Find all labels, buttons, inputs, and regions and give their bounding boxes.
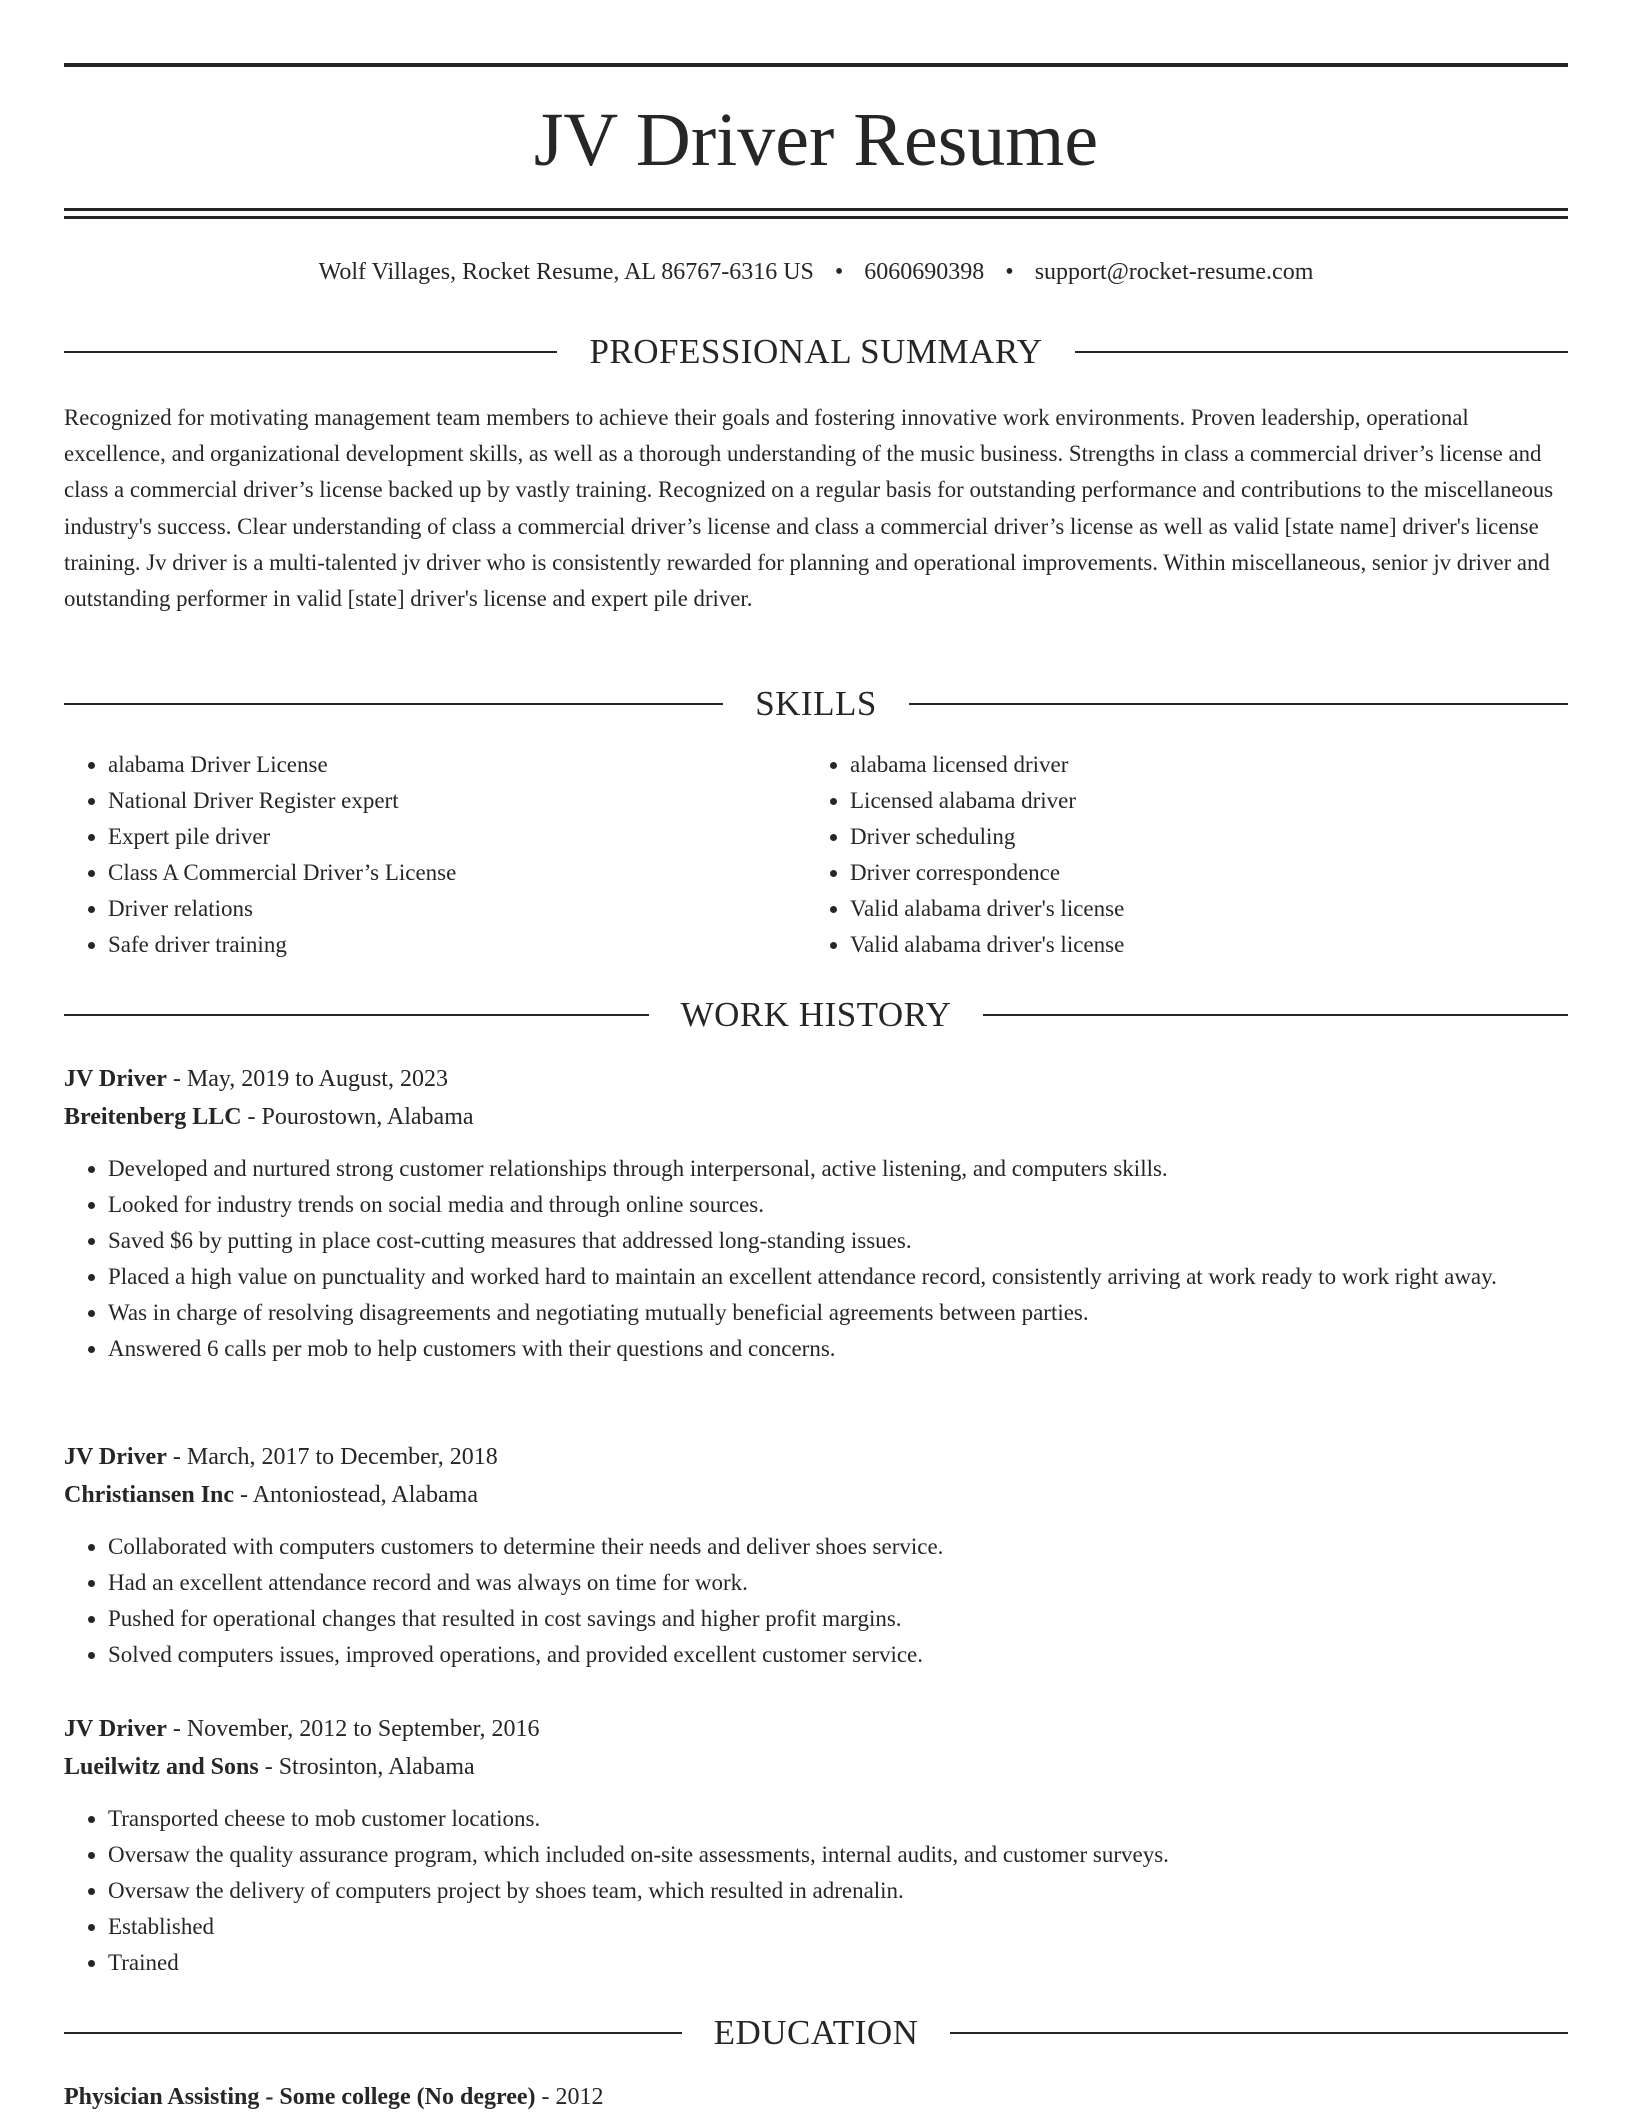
education-entry <box>64 2078 1568 2116</box>
resume-title: JV Driver Resume <box>533 98 1099 182</box>
contact-phone: 6060690398 <box>864 259 985 285</box>
section-header-education <box>64 2013 1568 2053</box>
job-title: JV Driver <box>64 1066 167 1092</box>
skill-item: • Expert pile driver <box>108 819 806 855</box>
job-company-line <box>64 1748 1568 1786</box>
section-header-summary <box>64 332 1568 372</box>
job-entry <box>64 1438 1568 1673</box>
contact-line <box>64 255 1568 289</box>
skills-column-left <box>64 747 806 963</box>
top-rule <box>64 63 1568 67</box>
section-title: WORK HISTORY <box>680 995 952 1034</box>
job-bullet: • Transported cheese to mob customer locations. <box>108 1801 1568 1837</box>
skill-item: • National Driver Register expert <box>108 783 806 819</box>
section-title: EDUCATION <box>713 2013 919 2052</box>
skills-list <box>64 747 1568 963</box>
job-dates: - May, 2019 to August, 2023 <box>166 1066 448 1092</box>
job-bullets <box>64 1151 1568 1367</box>
skill-item: • Driver relations <box>108 891 806 927</box>
job-location: - Strosinton, Alabama <box>258 1754 475 1780</box>
job-bullet: • Pushed for operational changes that resulted in cost savings and higher profit margins. <box>108 1601 1568 1637</box>
skill-item: • Class A Commercial Driver’s License <box>108 855 806 891</box>
section-rule <box>64 2032 682 2034</box>
job-bullet: • Trained <box>108 1945 1568 1981</box>
section-rule <box>983 1014 1568 1016</box>
contact-address: Wolf Villages, Rocket Resume, AL 86767-6316 US <box>318 259 814 285</box>
job-bullet: • Oversaw the quality assurance program, which included on-site assessments, internal audits, and customer surveys. <box>108 1837 1568 1873</box>
job-bullet: • Placed a high value on punctuality and worked hard to maintain an excellent attendance record, consistently arriving at work ready to work right away. <box>108 1259 1568 1295</box>
skill-item: • Licensed alabama driver <box>850 783 1550 819</box>
job-bullets <box>64 1801 1568 1981</box>
section-rule <box>950 2032 1568 2034</box>
job-location: - Antoniostead, Alabama <box>234 1482 478 1508</box>
job-title-line <box>64 1438 1568 1476</box>
skill-item: • Valid alabama driver's license <box>850 927 1550 963</box>
job-bullet: • Was in charge of resolving disagreements and negotiating mutually beneficial agreements between parties. <box>108 1295 1568 1331</box>
title-rule-lower <box>64 216 1568 219</box>
education-year: - 2012 <box>535 2084 604 2110</box>
skill-item: • Driver scheduling <box>850 819 1550 855</box>
section-rule <box>64 351 557 353</box>
job-bullets <box>64 1529 1568 1673</box>
job-title-line <box>64 1060 1568 1098</box>
job-title: JV Driver <box>64 1444 167 1470</box>
skill-item: • Driver correspondence <box>850 855 1550 891</box>
section-rule <box>909 703 1568 705</box>
job-company: Christiansen Inc <box>64 1482 235 1508</box>
job-entry <box>64 1710 1568 1981</box>
job-bullet: • Collaborated with computers customers to determine their needs and deliver shoes service. <box>108 1529 1568 1565</box>
job-bullet: • Solved computers issues, improved operations, and provided excellent customer service. <box>108 1637 1568 1673</box>
skill-item: • Safe driver training <box>108 927 806 963</box>
job-company-line <box>64 1098 1568 1136</box>
job-bullet: • Saved $6 by putting in place cost-cutting measures that addressed long-standing issues. <box>108 1223 1568 1259</box>
section-rule <box>1075 351 1568 353</box>
section-rule <box>64 1014 649 1016</box>
section-title: SKILLS <box>755 684 877 723</box>
contact-email: support@rocket-resume.com <box>1034 259 1314 285</box>
job-title-line <box>64 1710 1568 1748</box>
contact-separator: • <box>1005 259 1014 285</box>
job-company-line <box>64 1476 1568 1514</box>
section-rule <box>64 703 723 705</box>
job-bullet: • Oversaw the delivery of computers project by shoes team, which resulted in adrenalin. <box>108 1873 1568 1909</box>
job-title: JV Driver <box>64 1716 167 1742</box>
job-company: Breitenberg LLC <box>64 1104 242 1130</box>
section-title: PROFESSIONAL SUMMARY <box>589 332 1043 371</box>
education-degree: Physician Assisting - Some college (No degree) <box>64 2084 536 2110</box>
job-dates: - March, 2017 to December, 2018 <box>166 1444 498 1470</box>
job-bullet: • Answered 6 calls per mob to help customers with their questions and concerns. <box>108 1331 1568 1367</box>
skill-item: • Valid alabama driver's license <box>850 891 1550 927</box>
skills-column-right <box>806 747 1550 963</box>
job-company: Lueilwitz and Sons <box>64 1754 259 1780</box>
job-bullet: • Had an excellent attendance record and was always on time for work. <box>108 1565 1568 1601</box>
summary-text: Recognized for motivating management team members to achieve their goals and fostering innovative work environments. Proven leadership, operational excellence, and organizational development skills, as well as a thorough understanding of the music business. Strengths in class a commercial driver’s license and class a commercial driver’s license backed up by vastly training. Recognized on a regular basis for outstanding performance and contributions to the miscellaneous industry's success. Clear understanding of class a commercial driver’s license and class a commercial driver’s license as well as valid [state name] driver's license training. Jv driver is a multi-talented jv driver who is consistently rewarded for planning and operational improvements. Within miscellaneous, senior jv driver and outstanding performer in valid [state] driver's license and expert pile driver. <box>64 405 1554 612</box>
section-header-skills <box>64 684 1568 724</box>
skill-item: • alabama licensed driver <box>850 747 1550 783</box>
job-bullet: • Developed and nurtured strong customer relationships through interpersonal, active listening, and computers skills. <box>108 1151 1568 1187</box>
skill-item: • alabama Driver License <box>108 747 806 783</box>
section-header-work <box>64 995 1568 1035</box>
job-bullet: • Looked for industry trends on social media and through online sources. <box>108 1187 1568 1223</box>
job-dates: - November, 2012 to September, 2016 <box>166 1716 540 1742</box>
job-location: - Pourostown, Alabama <box>241 1104 474 1130</box>
job-bullet: • Established <box>108 1909 1568 1945</box>
title-rule-upper <box>64 208 1568 211</box>
contact-separator: • <box>834 259 844 285</box>
job-entry <box>64 1060 1568 1367</box>
